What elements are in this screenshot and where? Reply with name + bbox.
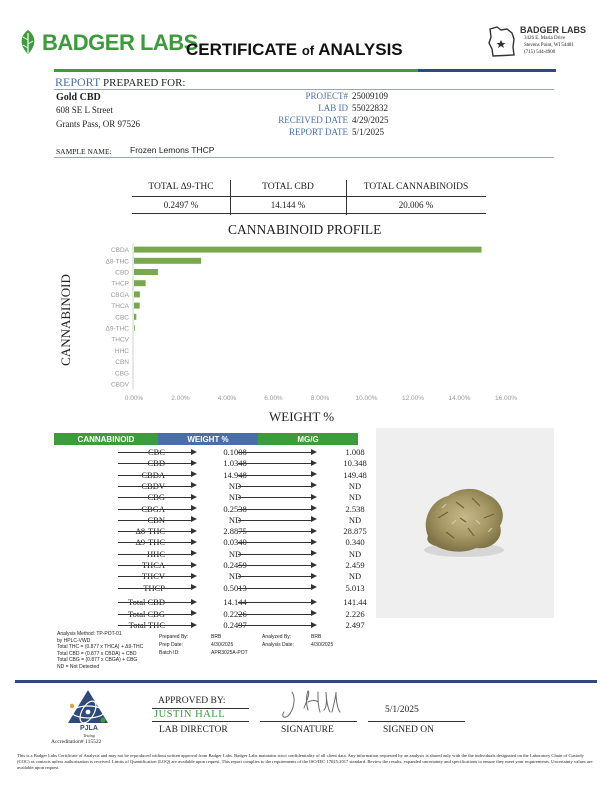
arrow-icon bbox=[311, 622, 317, 628]
chart-bar bbox=[134, 247, 482, 253]
cannabinoid-name: Total CBD bbox=[128, 597, 165, 607]
badger-labs-logo bbox=[18, 29, 198, 55]
row-arrow-line bbox=[118, 486, 193, 487]
arrow-icon bbox=[191, 505, 197, 511]
row-arrow-line bbox=[118, 531, 193, 532]
table-row bbox=[55, 537, 365, 548]
arrow-icon bbox=[311, 610, 317, 616]
cannabinoid-name: CBC bbox=[147, 447, 165, 457]
arrow-icon bbox=[311, 550, 317, 556]
chart-category-label: HHC bbox=[114, 347, 129, 355]
product-photo bbox=[376, 428, 554, 618]
chart-x-tick-label: 10.00% bbox=[355, 395, 378, 402]
arrow-icon bbox=[311, 573, 317, 579]
method-line-2: by HPLC-VWD bbox=[57, 637, 91, 644]
chart-bar bbox=[134, 314, 136, 320]
header-divider-right bbox=[418, 69, 556, 72]
total-thc-value: 0.2497 % bbox=[163, 200, 199, 210]
signature-image bbox=[278, 688, 348, 720]
pjla-text: PJLA bbox=[80, 725, 98, 732]
table-row bbox=[55, 526, 365, 537]
weight-value: 1.0348 bbox=[223, 458, 247, 469]
cannabinoid-profile-chart bbox=[90, 240, 530, 406]
prepared-by-value: BRB bbox=[211, 634, 222, 640]
row-arrow-line bbox=[238, 509, 313, 510]
project-label: PROJECT# bbox=[305, 91, 348, 101]
mg-value: 2.497 bbox=[345, 620, 365, 630]
header-divider bbox=[54, 69, 418, 72]
row-arrow-line bbox=[118, 602, 193, 603]
labid-value: 55022832 bbox=[352, 103, 388, 113]
weight-value: ND bbox=[228, 571, 242, 582]
prepared-for-label: PREPARED FOR: bbox=[103, 77, 186, 89]
chart-ylabel: CANNABINOID bbox=[57, 274, 73, 366]
arrow-icon bbox=[191, 482, 197, 488]
chart-category-label: THCV bbox=[111, 336, 129, 344]
table-row bbox=[55, 571, 365, 582]
director-name: JUSTIN HALL bbox=[154, 709, 226, 720]
signature-underline bbox=[260, 721, 357, 722]
row-arrow-line bbox=[118, 576, 193, 577]
mg-value: 1.008 bbox=[345, 447, 365, 457]
arrow-icon bbox=[311, 584, 317, 590]
arrow-icon bbox=[311, 562, 317, 568]
analysis-date-label: Analysis Date: bbox=[262, 642, 294, 648]
analyzed-by-value: BRB bbox=[311, 634, 322, 640]
row-arrow-line bbox=[118, 497, 193, 498]
th-mg: MG/G bbox=[258, 433, 358, 445]
director-underline bbox=[152, 721, 249, 722]
signed-underline bbox=[368, 721, 465, 722]
approved-by-label: APPROVED BY: bbox=[158, 696, 226, 706]
mg-value: ND bbox=[348, 571, 362, 582]
arrow-icon bbox=[191, 528, 197, 534]
table-row bbox=[55, 560, 365, 571]
chart-category-label: CBDV bbox=[110, 381, 129, 389]
cannabinoid-name: CBN bbox=[147, 514, 165, 525]
mg-value: 2.226 bbox=[345, 608, 365, 619]
cannabinoid-name: THCA bbox=[141, 560, 165, 570]
chart-x-tick-label: 12.00% bbox=[401, 395, 425, 402]
row-arrow-line bbox=[118, 452, 193, 453]
method-line-6: ND = Not Detected bbox=[57, 663, 100, 670]
report-date-label: REPORT DATE bbox=[288, 127, 348, 137]
cannabinoid-name: CBGA bbox=[141, 503, 165, 514]
row-arrow-line bbox=[118, 542, 193, 543]
pjla-emblem-icon bbox=[65, 688, 111, 726]
sample-underline bbox=[54, 157, 554, 158]
weight-value: 0.0340 bbox=[223, 537, 247, 548]
th-weight: WEIGHT % bbox=[158, 433, 258, 445]
total-row bbox=[55, 597, 365, 608]
pjla-logo bbox=[51, 688, 123, 745]
prep-info bbox=[159, 633, 389, 655]
arrow-icon bbox=[191, 471, 197, 477]
total-row bbox=[55, 620, 365, 631]
arrow-icon bbox=[191, 562, 197, 568]
arrow-icon bbox=[311, 460, 317, 466]
footer-disclaimer: This is a Badger Labs Certificate of Analysis and may not be reproduced without written approval from Badger Labs. Badger Labs maintains strict confidentiality of all client data. Any information requested by an analysis is shared only with the the individuals designated on the Laboratory Chain of Custody (COC) as contacts unless authorization is received. Limits of Quantification (LOQ) are available upon request. This report complies to the requirements of the ISO/IEC 17025:2017 standard. Review the results, expanded uncertainty and specifications to ensure they meet your requirements. Uncertainty values are available upon request. bbox=[17, 753, 593, 770]
weight-value: 0.1008 bbox=[223, 447, 247, 457]
arrow-icon bbox=[191, 460, 197, 466]
arrow-icon bbox=[191, 550, 197, 556]
address-line-2: Stevens Point, WI 54481 bbox=[524, 43, 574, 48]
mg-value: ND bbox=[348, 514, 362, 525]
report-date-value: 5/1/2025 bbox=[352, 127, 385, 137]
weight-value: 0.2538 bbox=[223, 503, 247, 514]
arrow-icon bbox=[191, 539, 197, 545]
chart-category-label: CBGA bbox=[110, 291, 129, 299]
arrow-icon bbox=[191, 599, 197, 605]
right-brand-name: BADGER LABS bbox=[520, 25, 587, 35]
chart-bar bbox=[134, 291, 140, 297]
footer-divider bbox=[15, 680, 597, 683]
weight-value: ND bbox=[228, 492, 242, 503]
chart-title: CANNABINOID PROFILE bbox=[228, 222, 382, 237]
project-value: 25009109 bbox=[352, 91, 388, 101]
cannabinoid-name: CBG bbox=[147, 492, 165, 503]
arrow-icon bbox=[191, 610, 197, 616]
report-label: REPORT bbox=[55, 75, 101, 89]
arrow-icon bbox=[311, 516, 317, 522]
chart-x-tick-label: 4.00% bbox=[217, 395, 237, 402]
cannabinoid-name: CBDV bbox=[141, 480, 165, 491]
weight-value: 0.2497 bbox=[223, 620, 247, 630]
row-arrow-line bbox=[118, 565, 193, 566]
pjla-testing: Testing bbox=[83, 733, 95, 738]
report-underline bbox=[54, 89, 554, 90]
phone: (715) 544-4900 bbox=[524, 50, 556, 55]
weight-value: ND bbox=[228, 480, 242, 491]
arrow-icon bbox=[191, 573, 197, 579]
table-row bbox=[55, 470, 365, 481]
mg-value: 2.538 bbox=[345, 503, 365, 514]
mg-value: 5.013 bbox=[345, 582, 365, 593]
arrow-icon bbox=[311, 471, 317, 477]
arrow-icon bbox=[191, 622, 197, 628]
method-line-3: Total THC = (0.877 x THCA) + Δ9-THC bbox=[57, 644, 144, 650]
document-title bbox=[186, 40, 403, 60]
table-row bbox=[55, 515, 365, 526]
arrow-icon bbox=[311, 482, 317, 488]
chart-x-tick-label: 16.00% bbox=[494, 395, 518, 402]
weight-value: 2.8875 bbox=[223, 526, 247, 537]
total-row bbox=[55, 609, 365, 620]
row-arrow-line bbox=[118, 625, 193, 626]
row-arrow-line bbox=[238, 520, 313, 521]
cannabinoid-name: THCV bbox=[141, 571, 165, 582]
mg-value: 149.48 bbox=[343, 469, 367, 480]
mg-value: 28.875 bbox=[343, 526, 367, 537]
chart-category-label: THCA bbox=[111, 303, 129, 311]
chart-bar bbox=[134, 258, 201, 264]
chart-category-label: CBD bbox=[115, 269, 129, 277]
chart-bar bbox=[134, 303, 140, 309]
table-row bbox=[55, 549, 365, 560]
header-right-block bbox=[487, 25, 597, 65]
row-arrow-line bbox=[238, 497, 313, 498]
arrow-icon bbox=[311, 505, 317, 511]
row-arrow-line bbox=[238, 588, 313, 589]
row-arrow-line bbox=[118, 588, 193, 589]
chart-xlabel: WEIGHT % bbox=[269, 409, 335, 424]
leaf-icon bbox=[18, 29, 38, 55]
report-meta bbox=[260, 91, 560, 143]
table-row bbox=[55, 492, 365, 503]
row-arrow-line bbox=[238, 475, 313, 476]
total-thc-label: TOTAL Δ9-THC bbox=[148, 182, 214, 192]
row-arrow-line bbox=[238, 531, 313, 532]
cannabinoid-name: CBD bbox=[147, 458, 165, 469]
client-city: Grants Pass, OR 97526 bbox=[56, 119, 141, 129]
row-arrow-line bbox=[238, 625, 313, 626]
method-notes bbox=[57, 631, 167, 670]
weight-value: ND bbox=[228, 548, 242, 559]
received-value: 4/29/2025 bbox=[352, 115, 389, 125]
cannabinoid-name: THCP bbox=[143, 582, 165, 593]
arrow-icon bbox=[191, 449, 197, 455]
chart-x-tick-label: 0.00% bbox=[124, 395, 144, 402]
total-cbd-value: 14.144 % bbox=[270, 200, 306, 210]
cannabinoid-name: Total THC bbox=[128, 620, 165, 630]
chart-category-label: CBN bbox=[115, 359, 129, 367]
table-row bbox=[55, 481, 365, 492]
prep-date-label: Prep Date: bbox=[159, 642, 183, 648]
address-line-1: 3426 E. Maria Drive bbox=[524, 36, 566, 41]
director-role: LAB DIRECTOR bbox=[159, 725, 228, 735]
weight-value: ND bbox=[228, 514, 242, 525]
row-arrow-line bbox=[238, 452, 313, 453]
row-arrow-line bbox=[118, 614, 193, 615]
client-name: Gold CBD bbox=[56, 92, 101, 103]
table-row bbox=[55, 504, 365, 515]
batch-value: APR3025A-POT bbox=[211, 650, 248, 656]
totals-box bbox=[132, 180, 486, 215]
cannabinoid-name: Δ8-THC bbox=[135, 526, 165, 537]
title-of: of bbox=[301, 43, 315, 58]
analysis-date-value: 4/30/2025 bbox=[311, 642, 334, 648]
row-arrow-line bbox=[238, 614, 313, 615]
prepared-by-label: Prepared By: bbox=[159, 634, 189, 640]
chart-category-label: Δ8-THC bbox=[105, 258, 129, 266]
mg-value: 0.340 bbox=[345, 537, 365, 548]
weight-value: 0.2459 bbox=[223, 560, 247, 570]
chart-x-tick-label: 14.00% bbox=[448, 395, 471, 402]
chart-category-label: Δ9-THC bbox=[105, 325, 129, 333]
total-cann-value: 20.006 % bbox=[398, 200, 434, 210]
weight-value: 0.2226 bbox=[223, 608, 247, 619]
weight-value: 14.144 bbox=[223, 597, 247, 607]
table-row bbox=[55, 583, 365, 594]
row-arrow-line bbox=[238, 565, 313, 566]
row-arrow-line bbox=[118, 520, 193, 521]
row-arrow-line bbox=[118, 463, 193, 464]
arrow-icon bbox=[191, 584, 197, 590]
row-arrow-line bbox=[238, 576, 313, 577]
row-arrow-line bbox=[238, 486, 313, 487]
mg-value: 141.44 bbox=[343, 597, 367, 607]
chart-category-label: CBDA bbox=[110, 247, 129, 255]
arrow-icon bbox=[191, 494, 197, 500]
client-street: 608 SE L Street bbox=[56, 105, 113, 115]
chart-category-label: CBG bbox=[114, 370, 129, 378]
weight-value: 0.5013 bbox=[223, 582, 247, 593]
mg-value: ND bbox=[348, 548, 362, 559]
signed-on-label: SIGNED ON bbox=[383, 725, 434, 735]
sample-label: SAMPLE NAME: bbox=[56, 147, 112, 156]
chart-bar bbox=[134, 280, 146, 286]
title-certificate: CERTIFICATE bbox=[186, 40, 298, 59]
total-cbd-label: TOTAL CBD bbox=[262, 182, 314, 192]
cannabinoid-name: Δ9-THC bbox=[135, 537, 165, 548]
labid-label: LAB ID bbox=[318, 103, 348, 113]
chart-bar bbox=[134, 269, 158, 275]
received-label: RECEIVED DATE bbox=[278, 115, 348, 125]
th-cannabinoid: CANNABINOID bbox=[54, 433, 158, 445]
chart-category-label: THCP bbox=[111, 280, 129, 288]
cannabinoid-name: Total CBG bbox=[128, 608, 165, 619]
table-row bbox=[55, 458, 365, 469]
arrow-icon bbox=[191, 516, 197, 522]
chart-x-tick-label: 6.00% bbox=[264, 395, 283, 402]
signature-label: SIGNATURE bbox=[281, 725, 334, 735]
mg-value: ND bbox=[348, 492, 362, 503]
chart-x-tick-label: 2.00% bbox=[171, 395, 190, 402]
brand-name: BADGER LABS bbox=[42, 30, 198, 55]
row-arrow-line bbox=[238, 463, 313, 464]
arrow-icon bbox=[311, 599, 317, 605]
batch-label: Batch ID: bbox=[159, 650, 180, 656]
chart-bar bbox=[134, 325, 135, 331]
row-arrow-line bbox=[238, 602, 313, 603]
analyzed-by-label: Analyzed By: bbox=[262, 634, 292, 640]
mg-value: 10.348 bbox=[343, 458, 367, 469]
method-line-1: Analysis Method: TP-POT-01 bbox=[57, 631, 122, 637]
chart-category-label: CBC bbox=[115, 314, 129, 322]
mg-value: ND bbox=[348, 480, 362, 491]
sample-value: Frozen Lemons THCP bbox=[130, 145, 215, 155]
method-line-4: Total CBD = (0.877 x CBDA) + CBD bbox=[57, 650, 137, 657]
row-arrow-line bbox=[118, 475, 193, 476]
prep-date-value: 4/30/2025 bbox=[211, 642, 234, 648]
total-cann-label: TOTAL CANNABINOIDS bbox=[363, 182, 469, 192]
table-row bbox=[55, 447, 365, 458]
cannabinoid-name: HHC bbox=[147, 548, 165, 559]
arrow-icon bbox=[311, 449, 317, 455]
accreditation-number: Accreditation# 115522 bbox=[51, 739, 102, 745]
method-line-5: Total CBG = (0.877 x CBGA) + CBG bbox=[57, 657, 138, 663]
cannabinoid-name: CBDA bbox=[141, 469, 165, 480]
chart-x-tick-label: 8.00% bbox=[310, 395, 330, 402]
arrow-icon bbox=[311, 528, 317, 534]
row-arrow-line bbox=[238, 554, 313, 555]
mg-value: 2.459 bbox=[345, 560, 365, 570]
title-analysis: ANALYSIS bbox=[318, 40, 403, 59]
wisconsin-map-icon bbox=[487, 25, 517, 59]
row-arrow-line bbox=[118, 554, 193, 555]
row-arrow-line bbox=[238, 542, 313, 543]
arrow-icon bbox=[311, 539, 317, 545]
weight-value: 14.948 bbox=[223, 469, 247, 480]
report-prepared-for bbox=[55, 75, 185, 90]
signed-date: 5/1/2025 bbox=[385, 705, 419, 715]
arrow-icon bbox=[311, 494, 317, 500]
row-arrow-line bbox=[118, 509, 193, 510]
